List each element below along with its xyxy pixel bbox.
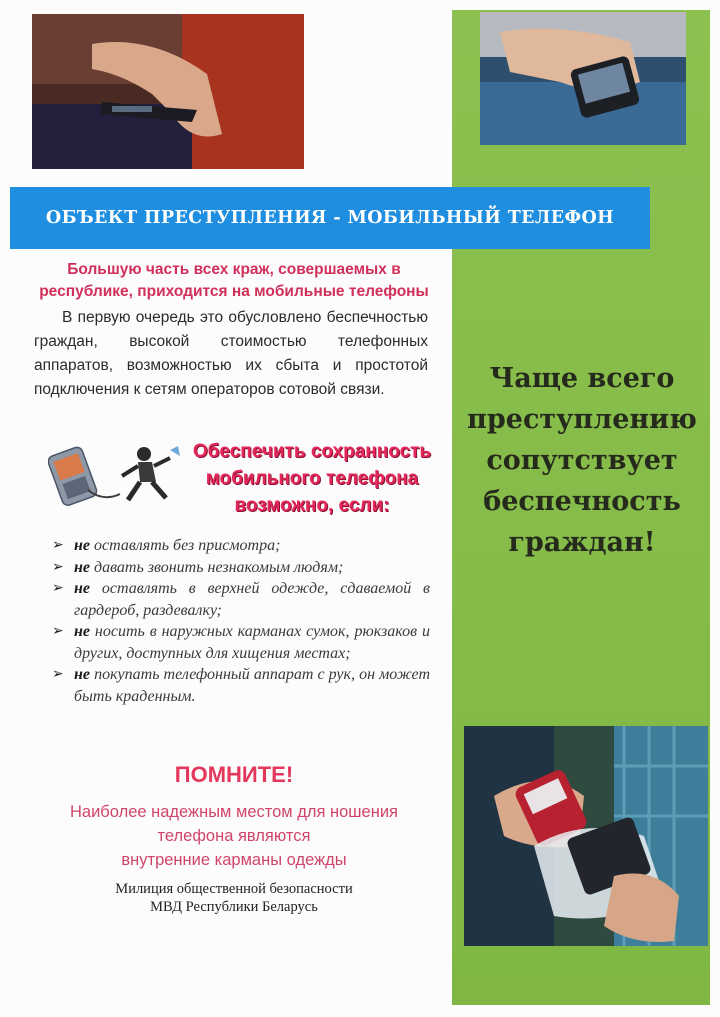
conditions-heading-line-1: Обеспечить сохранность [192,441,432,462]
lead-statement [28,259,440,303]
list-item [52,664,430,707]
remember-line-1: Наиболее надежным местом для ношения [70,803,398,821]
arrow-bullet-icon: ➢ [52,624,64,639]
side-warning-message [464,358,700,563]
photo-pickpocket-phone [32,14,304,169]
lead-line-1: Большую часть всех краж, совершаемых в [67,261,401,278]
side-line-3: сопутствует [486,445,678,476]
issuer-footer [28,880,440,916]
conditions-heading-line-2: мобильного телефона [205,468,419,489]
safety-rules-list [52,535,430,707]
side-line-4: беспечность [483,486,681,517]
rule-text: носить в наружных карманах сумок, рюкзаков и других, доступных для хищения местах; [74,623,430,662]
rule-text: оставлять без присмотра; [93,537,281,554]
side-line-5: граждан! [508,527,656,558]
footer-line-1: Милиция общественной безопасности [115,881,353,897]
side-line-2: преступлению [467,404,697,435]
rule-text: покупать телефонный аппарат с рук, он может быть краденным. [74,666,431,705]
photo-phone-handover [464,726,708,946]
remember-line-3: внутренние карманы одежды [121,851,347,869]
arrow-bullet-icon: ➢ [52,538,64,553]
photo-phone-in-bag [480,12,686,145]
headline-banner: ОБЪЕКТ ПРЕСТУПЛЕНИЯ - МОБИЛЬНЫЙ ТЕЛЕФОН [10,187,650,249]
negation-word: не [74,666,90,683]
arrow-bullet-icon: ➢ [52,559,64,575]
negation-word: не [74,537,90,554]
list-item [52,621,430,664]
intro-paragraph: В первую очередь это обусловлено беспечностью граждан, высокой стоимостью телефонных аппаратов, возможностью их сбыта и простотой подключения к сетям операторов сотовой связи. [34,309,428,398]
remember-title: ПОМНИТЕ! [174,762,294,787]
rule-text: давать звонить незнакомым людям; [93,558,344,576]
negation-word: не [74,580,90,597]
thief-clipart [48,440,188,510]
conditions-heading-line-3: возможно, если: [234,495,390,516]
remember-advice [28,800,440,872]
negation-word: не [74,558,90,576]
negation-word: не [74,623,90,640]
list-item [52,578,430,621]
conditions-heading [176,438,448,519]
rule-text: оставлять в верхней одежде, сдаваемой в гардероб, раздевалку; [74,580,430,619]
list-item [52,557,430,579]
list-item [52,535,430,557]
arrow-bullet-icon: ➢ [52,581,64,596]
remember-line-2: телефона являются [157,827,311,845]
lead-line-2: республике, приходится на мобильные телефоны [39,283,429,300]
arrow-bullet-icon: ➢ [52,667,64,682]
footer-line-2: МВД Республики Беларусь [150,899,318,915]
side-line-1: Чаще всего [489,363,675,394]
